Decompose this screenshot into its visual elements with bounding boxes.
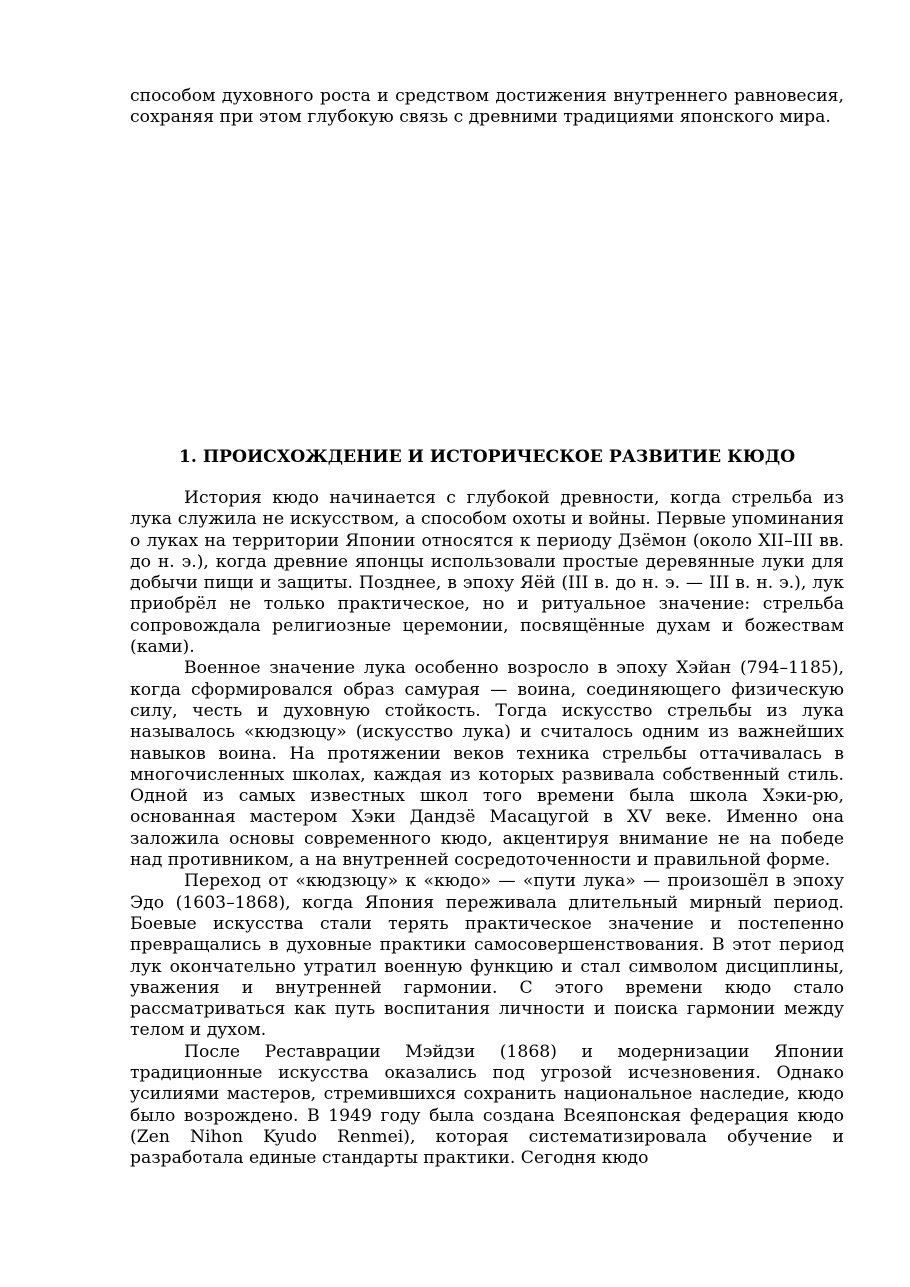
body-paragraph-1: История кюдо начинается с глубокой древности, когда стрельба из лука служила не искусством, а способом охоты и войны. Первые упоминания о луках на территории Японии относятся к периоду Дзёмон (около XII–III вв. до н. э.), когда древние японцы использовали простые деревянные луки для добычи пищи и защиты. Позднее, в эпоху Яёй (III в. до н. э. — III в. н. э.), лук приобрёл не только практическое, но и ритуальное значение: стрельба сопровождала религиозные церемонии, посвящённые духам и божествам (ками). <box>130 488 844 658</box>
section-body <box>130 488 844 1170</box>
section-heading <box>130 446 844 468</box>
body-paragraph-3: Переход от «кюдзюцу» к «кюдо» — «пути лука» — произошёл в эпоху Эдо (1603–1868), когда Япония переживала длительный мирный период. Боевые искусства стали терять практическое значение и постепенно превращались в духовные практики самосовершенствования. В этот период лук окончательно утратил военную функцию и стал символом дисциплины, уважения и внутренней гармонии. С этого времени кюдо стало рассматриваться как путь воспитания личности и поиска гармонии между телом и духом. <box>130 871 844 1041</box>
body-paragraph-4: После Реставрации Мэйдзи (1868) и модернизации Японии традиционные искусства оказались под угрозой исчезновения. Однако усилиями мастеров, стремившихся сохранить национальное наследие, кюдо было возрождено. В 1949 году была создана Всеяпонская федерация кюдо (Zen Nihon Kyudo Renmei), которая систематизировала обучение и разработала единые стандарты практики. Сегодня кюдо <box>130 1041 844 1169</box>
section-title: ПРОИСХОЖДЕНИЕ И ИСТОРИЧЕСКОЕ РАЗВИТИЕ КЮДО <box>202 447 796 467</box>
intro-paragraph: способом духовного роста и средством достижения внутреннего равновесия, сохраняя при этом глубокую связь с древними традициями японского мира. <box>130 86 844 128</box>
intro-text-block <box>130 86 844 129</box>
section-number: 1. <box>178 447 197 467</box>
body-paragraph-2: Военное значение лука особенно возросло в эпоху Хэйан (794–1185), когда сформировался образ самурая — воина, соединяющего физическую силу, честь и духовную стойкость. Тогда искусство стрельбы из лука называлось «кюдзюцу» (искусство лука) и считалось одним из важнейших навыков воина. На протяжении веков техника стрельбы оттачивалась в многочисленных школах, каждая из которых развивала собственный стиль. Одной из самых известных школ того времени была школа Хэки-рю, основанная мастером Хэки Дандзё Масацугой в XV веке. Именно она заложила основы современного кюдо, акцентируя внимание не на победе над противником, а на внутренней сосредоточенности и правильной форме. <box>130 658 844 871</box>
